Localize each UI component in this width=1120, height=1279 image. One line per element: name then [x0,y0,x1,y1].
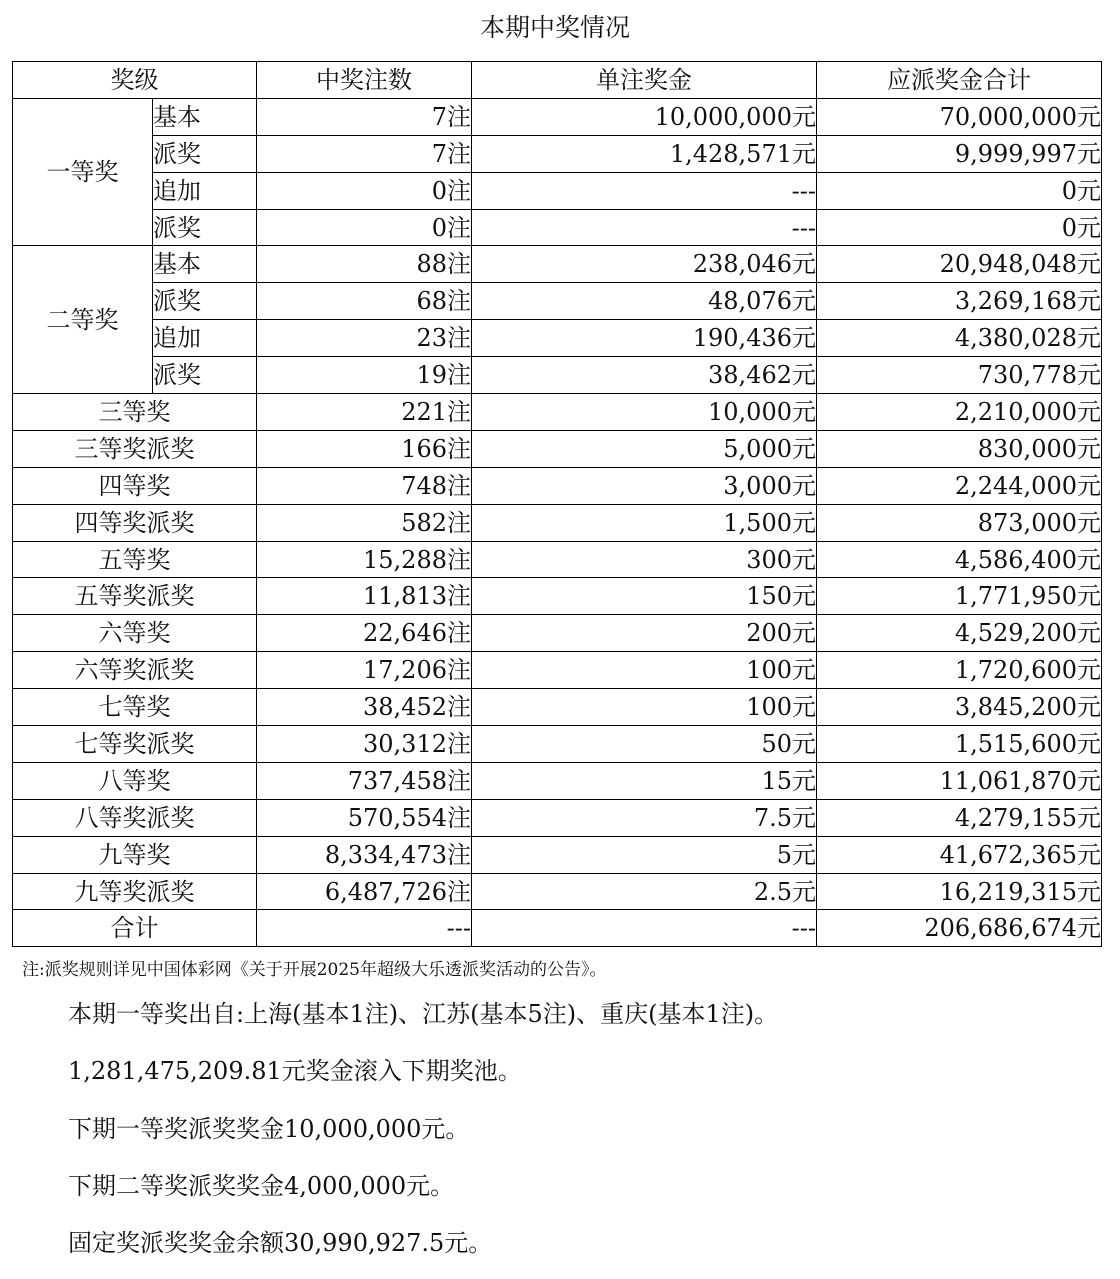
header-total: 应派奖金合计 [817,62,1102,99]
count-cell: 582注 [257,504,472,541]
total-cell: 4,380,028元 [817,320,1102,357]
table-row [13,430,1102,467]
table-row [13,320,1102,357]
prize-cell: 10,000元 [472,394,817,431]
count-cell: 737,458注 [257,762,472,799]
prize-cell: 1,500元 [472,504,817,541]
prize-cell: 5,000元 [472,430,817,467]
total-cell: 3,269,168元 [817,283,1102,320]
level-cell: 四等奖派奖 [13,504,257,541]
total-cell: 1,720,600元 [817,652,1102,689]
info-line: 下期二等奖派奖奖金4,000,000元。 [68,1172,455,1200]
count-cell: 22,646注 [257,615,472,652]
footnote: 注:派奖规则详见中国体彩网《关于开展2025年超级大乐透派奖活动的公告》。 [22,960,607,980]
total-cell: 3,845,200元 [817,689,1102,726]
prize-cell: 3,000元 [472,467,817,504]
count-cell: 19注 [257,357,472,394]
header-prize: 单注奖金 [472,62,817,99]
table-row [13,98,1102,135]
total-cell: 873,000元 [817,504,1102,541]
total-cell: 2,210,000元 [817,394,1102,431]
total-cell: 730,778元 [817,357,1102,394]
table-row [13,467,1102,504]
prize-cell: 100元 [472,689,817,726]
level-cell: 一等奖 [13,98,153,246]
prize-cell: --- [472,910,817,947]
table-row [13,873,1102,910]
table-row [13,836,1102,873]
total-cell: 16,219,315元 [817,873,1102,910]
header-count: 中奖注数 [257,62,472,99]
prize-cell: 300元 [472,541,817,578]
count-cell: 221注 [257,394,472,431]
prize-cell: 2.5元 [472,873,817,910]
table-row [13,689,1102,726]
level-cell: 八等奖 [13,762,257,799]
table-row [13,246,1102,283]
table-row [13,357,1102,394]
level-cell: 五等奖 [13,541,257,578]
level-cell: 五等奖派奖 [13,578,257,615]
sub-level-cell: 基本 [153,246,257,283]
prize-cell: 50元 [472,726,817,763]
level-cell: 二等奖 [13,246,153,394]
count-cell: 11,813注 [257,578,472,615]
prize-cell: --- [472,209,817,246]
count-cell: 8,334,473注 [257,836,472,873]
total-cell: 41,672,365元 [817,836,1102,873]
table-row [13,172,1102,209]
total-cell: 830,000元 [817,430,1102,467]
total-cell: 70,000,000元 [817,98,1102,135]
total-cell: 11,061,870元 [817,762,1102,799]
table-row [13,726,1102,763]
prize-cell: 15元 [472,762,817,799]
count-cell: 570,554注 [257,799,472,836]
count-cell: 38,452注 [257,689,472,726]
count-cell: 17,206注 [257,652,472,689]
sub-level-cell: 派奖 [153,357,257,394]
prize-cell: 48,076元 [472,283,817,320]
table-row [13,209,1102,246]
table-row [13,615,1102,652]
table-row [13,652,1102,689]
count-cell: 748注 [257,467,472,504]
level-cell: 七等奖 [13,689,257,726]
header-level: 奖级 [13,62,257,99]
table-row [13,541,1102,578]
count-cell: --- [257,910,472,947]
count-cell: 30,312注 [257,726,472,763]
sub-level-cell: 追加 [153,320,257,357]
prize-cell: 5元 [472,836,817,873]
level-cell: 六等奖派奖 [13,652,257,689]
prize-cell: 200元 [472,615,817,652]
prize-cell: 10,000,000元 [472,98,817,135]
total-cell: 1,515,600元 [817,726,1102,763]
sub-level-cell: 派奖 [153,209,257,246]
level-cell: 合计 [13,910,257,947]
count-cell: 166注 [257,430,472,467]
total-cell: 2,244,000元 [817,467,1102,504]
count-cell: 7注 [257,98,472,135]
count-cell: 15,288注 [257,541,472,578]
info-line: 下期一等奖派奖奖金10,000,000元。 [68,1115,470,1143]
sub-level-cell: 派奖 [153,283,257,320]
table-row [13,578,1102,615]
total-cell: 20,948,048元 [817,246,1102,283]
table-row [13,504,1102,541]
level-cell: 三等奖派奖 [13,430,257,467]
sub-level-cell: 追加 [153,172,257,209]
table-row [13,283,1102,320]
count-cell: 0注 [257,209,472,246]
total-cell: 4,586,400元 [817,541,1102,578]
prize-cell: 238,046元 [472,246,817,283]
count-cell: 0注 [257,172,472,209]
total-cell: 0元 [817,172,1102,209]
count-cell: 7注 [257,135,472,172]
count-cell: 23注 [257,320,472,357]
table-row [13,799,1102,836]
info-line: 固定奖派奖奖金余额30,990,927.5元。 [68,1229,493,1257]
prize-cell: 1,428,571元 [472,135,817,172]
table-row [13,762,1102,799]
level-cell: 七等奖派奖 [13,726,257,763]
total-cell: 9,999,997元 [817,135,1102,172]
total-cell: 0元 [817,209,1102,246]
level-cell: 九等奖派奖 [13,873,257,910]
table-header-row [13,62,1102,99]
level-cell: 九等奖 [13,836,257,873]
total-cell: 4,279,155元 [817,799,1102,836]
count-cell: 6,487,726注 [257,873,472,910]
level-cell: 三等奖 [13,394,257,431]
total-cell: 1,771,950元 [817,578,1102,615]
prize-cell: 190,436元 [472,320,817,357]
prize-cell: 38,462元 [472,357,817,394]
level-cell: 六等奖 [13,615,257,652]
count-cell: 88注 [257,246,472,283]
total-row [13,910,1102,947]
prize-cell: 100元 [472,652,817,689]
prize-cell: --- [472,172,817,209]
count-cell: 68注 [257,283,472,320]
sub-level-cell: 基本 [153,98,257,135]
info-line: 1,281,475,209.81元奖金滚入下期奖池。 [68,1057,522,1085]
table-row [13,394,1102,431]
info-line: 本期一等奖出自:上海(基本1注)、江苏(基本5注)、重庆(基本1注)。 [68,1000,779,1028]
level-cell: 八等奖派奖 [13,799,257,836]
prize-cell: 7.5元 [472,799,817,836]
level-cell: 四等奖 [13,467,257,504]
total-cell: 206,686,674元 [817,910,1102,947]
prize-cell: 150元 [472,578,817,615]
page-title: 本期中奖情况 [479,13,630,42]
table-row [13,135,1102,172]
prize-table [12,61,1102,947]
sub-level-cell: 派奖 [153,135,257,172]
total-cell: 4,529,200元 [817,615,1102,652]
